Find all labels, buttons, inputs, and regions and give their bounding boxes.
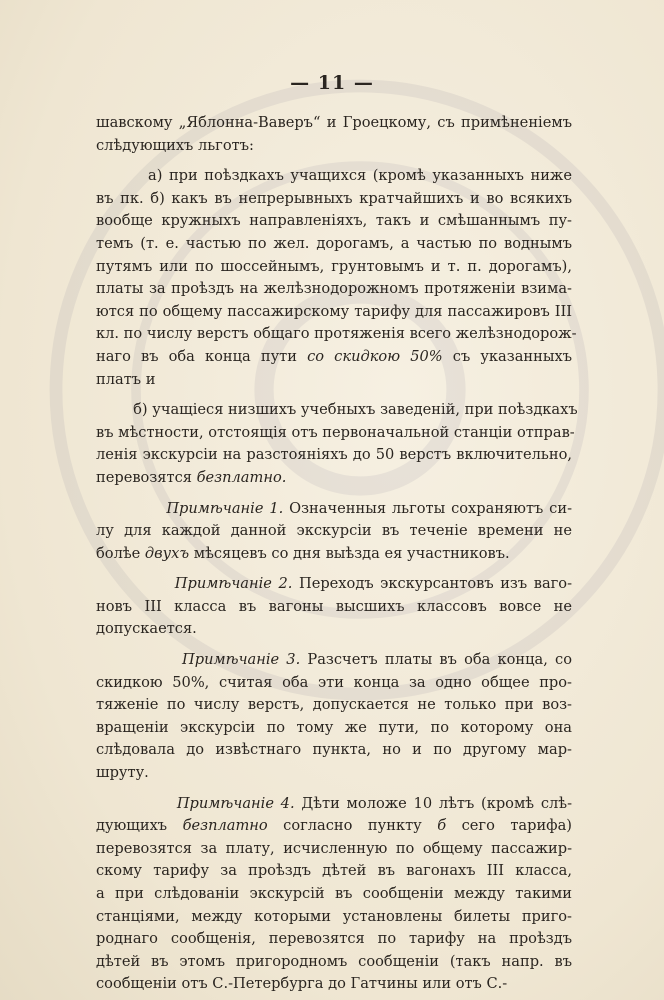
text-line [96, 928, 572, 951]
text-span: скому тарифу за проѣздъ дѣтей въ вагонахъ III класса, [96, 862, 572, 880]
text-line [96, 323, 577, 346]
page-number: — 11 — [290, 72, 374, 94]
text-line [96, 112, 572, 135]
paragraph-gap [96, 391, 572, 399]
text-span: вращеніи экскурсіи по тому же пути, по которому она [96, 718, 572, 736]
text-span: сего тарифа) [446, 817, 572, 835]
text-line [96, 467, 572, 490]
text-span: съ указанныхъ [442, 347, 573, 365]
text-line [96, 973, 572, 996]
paragraph-clause-a [96, 165, 577, 391]
text-line [96, 860, 572, 883]
text-span: слѣдовала до извѣстнаго пункта, но и по другому мар- [96, 741, 572, 759]
text-span: шруту. [96, 764, 149, 782]
italic-text: двухъ [144, 544, 190, 562]
text-span: слѣдующихъ льготъ: [96, 136, 254, 154]
text-line [96, 618, 572, 641]
text-line [96, 369, 572, 392]
text-span: болѣе [96, 544, 145, 562]
text-span [96, 651, 182, 668]
text-line [96, 906, 572, 929]
italic-text: Примѣчаніе 1. [166, 499, 284, 517]
text-line [96, 165, 572, 188]
text-span: въ мѣстности, отстоящія отъ первоначальной станціи отправ- [96, 423, 575, 441]
text-span: а при слѣдованіи экскурсій въ сообщеніи между такими [96, 885, 572, 902]
text-line [96, 301, 572, 324]
paragraph-note-2 [96, 573, 572, 641]
paragraph-gap [96, 641, 572, 649]
italic-text: со скидкою 50% [307, 347, 443, 365]
text-span: шавскому „Яблонна-Ваверъ“ и Гроецкому, съ примѣненіемъ [96, 114, 572, 131]
paragraph-note-4 [96, 793, 572, 996]
text-line [96, 815, 572, 838]
paragraph-note-3 [96, 649, 572, 785]
text-span: Дѣти моложе 10 лѣтъ (кромѣ слѣ- [294, 794, 573, 812]
paragraph-gap [96, 785, 572, 793]
paragraph-gap [96, 490, 572, 498]
text-span: роднаго сообщенія, перевозятся по тарифу на проѣздъ [96, 930, 572, 948]
text-span: путямъ или по шоссейнымъ, грунтовымъ и т. п. дорогамъ), [96, 257, 572, 275]
text-line [96, 762, 572, 785]
text-span: мѣсяцевъ со дня выѣзда ея участниковъ. [189, 544, 510, 562]
text-span: допускается. [96, 620, 197, 638]
italic-text: безплатно [182, 817, 268, 835]
text-line [96, 717, 572, 740]
paragraph-gap [96, 565, 572, 573]
text-span: скидкою 50%, считая оба эти конца за одно общее про- [96, 673, 572, 691]
text-line [96, 793, 572, 816]
text-line [96, 543, 572, 566]
paragraph-intro [96, 112, 572, 157]
text-line [96, 233, 572, 256]
text-line [96, 399, 578, 422]
text-span: тяженіе по числу верстъ, допускается не только при воз- [96, 696, 572, 714]
italic-text: безплатно. [196, 468, 287, 486]
document-body [96, 112, 578, 996]
text-span [96, 795, 177, 812]
text-span: вообще кружныхъ направленіяхъ, такъ и смѣшаннымъ пу- [96, 212, 572, 230]
text-line [96, 135, 572, 158]
text-span: станціями, между которыми установлены билеты приго- [96, 907, 572, 925]
text-span: сообщеніи отъ С.-Петербурга до Гатчины или отъ С.- [96, 975, 508, 993]
text-span: перевозятся за плату, исчисленную по общему пассажир- [96, 839, 572, 857]
italic-text: б [437, 817, 447, 835]
text-span: кл. по числу верстъ общаго протяженія всего желѣзнодорож- [96, 325, 577, 343]
text-span: Переходъ экскурсантовъ изъ ваго- [292, 575, 573, 593]
italic-text: Примѣчаніе 4. [176, 794, 295, 812]
text-line [96, 444, 572, 467]
text-span: темъ (т. е. частью по жел. дорогамъ, а частью по воднымъ [96, 234, 572, 252]
text-span: новъ III класса въ вагоны высшихъ классовъ вовсе не [96, 597, 572, 615]
text-line [96, 188, 572, 211]
text-line [96, 672, 572, 695]
text-line [96, 520, 572, 543]
text-line [96, 278, 572, 301]
text-line [96, 739, 572, 762]
text-span: дующихъ [96, 817, 183, 835]
text-span: перевозятся [96, 468, 197, 486]
text-span: ются по общему пассажирскому тарифу для пассажировъ III [96, 302, 572, 320]
text-line [96, 951, 572, 974]
text-span: Означенныя льготы сохраняютъ си- [283, 499, 573, 517]
text-line [96, 346, 572, 369]
text-span: Разсчетъ платы въ оба конца, со [300, 651, 573, 669]
italic-text: Примѣчаніе 2. [174, 575, 293, 593]
italic-text: Примѣчаніе 3. [182, 651, 301, 669]
text-line [96, 694, 572, 717]
text-span: дѣтей въ этомъ пригородномъ сообщеніи (такъ напр. въ [96, 952, 572, 970]
text-line [96, 838, 572, 861]
text-span: б) учащіеся низшихъ учебныхъ заведеній, при поѣздкахъ [96, 401, 578, 419]
text-span: наго въ оба конца пути [96, 347, 308, 365]
paragraph-note-1 [96, 498, 572, 566]
text-line [96, 256, 572, 279]
text-line [96, 649, 572, 672]
text-line [96, 210, 572, 233]
paragraph-gap [96, 157, 572, 165]
paragraph-clause-b [96, 399, 578, 489]
text-line [96, 498, 572, 521]
text-span: платы за проѣздъ на желѣзнодорожномъ протяженіи взима- [96, 280, 572, 298]
text-line [96, 573, 572, 596]
text-span: платъ и [96, 370, 156, 388]
text-span: въ пк. б) какъ въ непрерывныхъ кратчайшихъ и во всякихъ [96, 189, 572, 207]
text-span: а) при поѣздкахъ учащихся (кромѣ указанныхъ ниже [96, 167, 572, 185]
text-span: согласно пункту [267, 817, 438, 835]
text-span: лу для каждой данной экскурсіи въ теченіе времени не [96, 522, 572, 540]
text-line [96, 422, 575, 445]
text-line [96, 883, 572, 906]
text-span: ленія экскурсіи на разстояніяхъ до 50 верстъ включительно, [96, 446, 572, 464]
text-span [96, 575, 175, 592]
text-span [96, 500, 166, 517]
text-line [96, 596, 572, 619]
